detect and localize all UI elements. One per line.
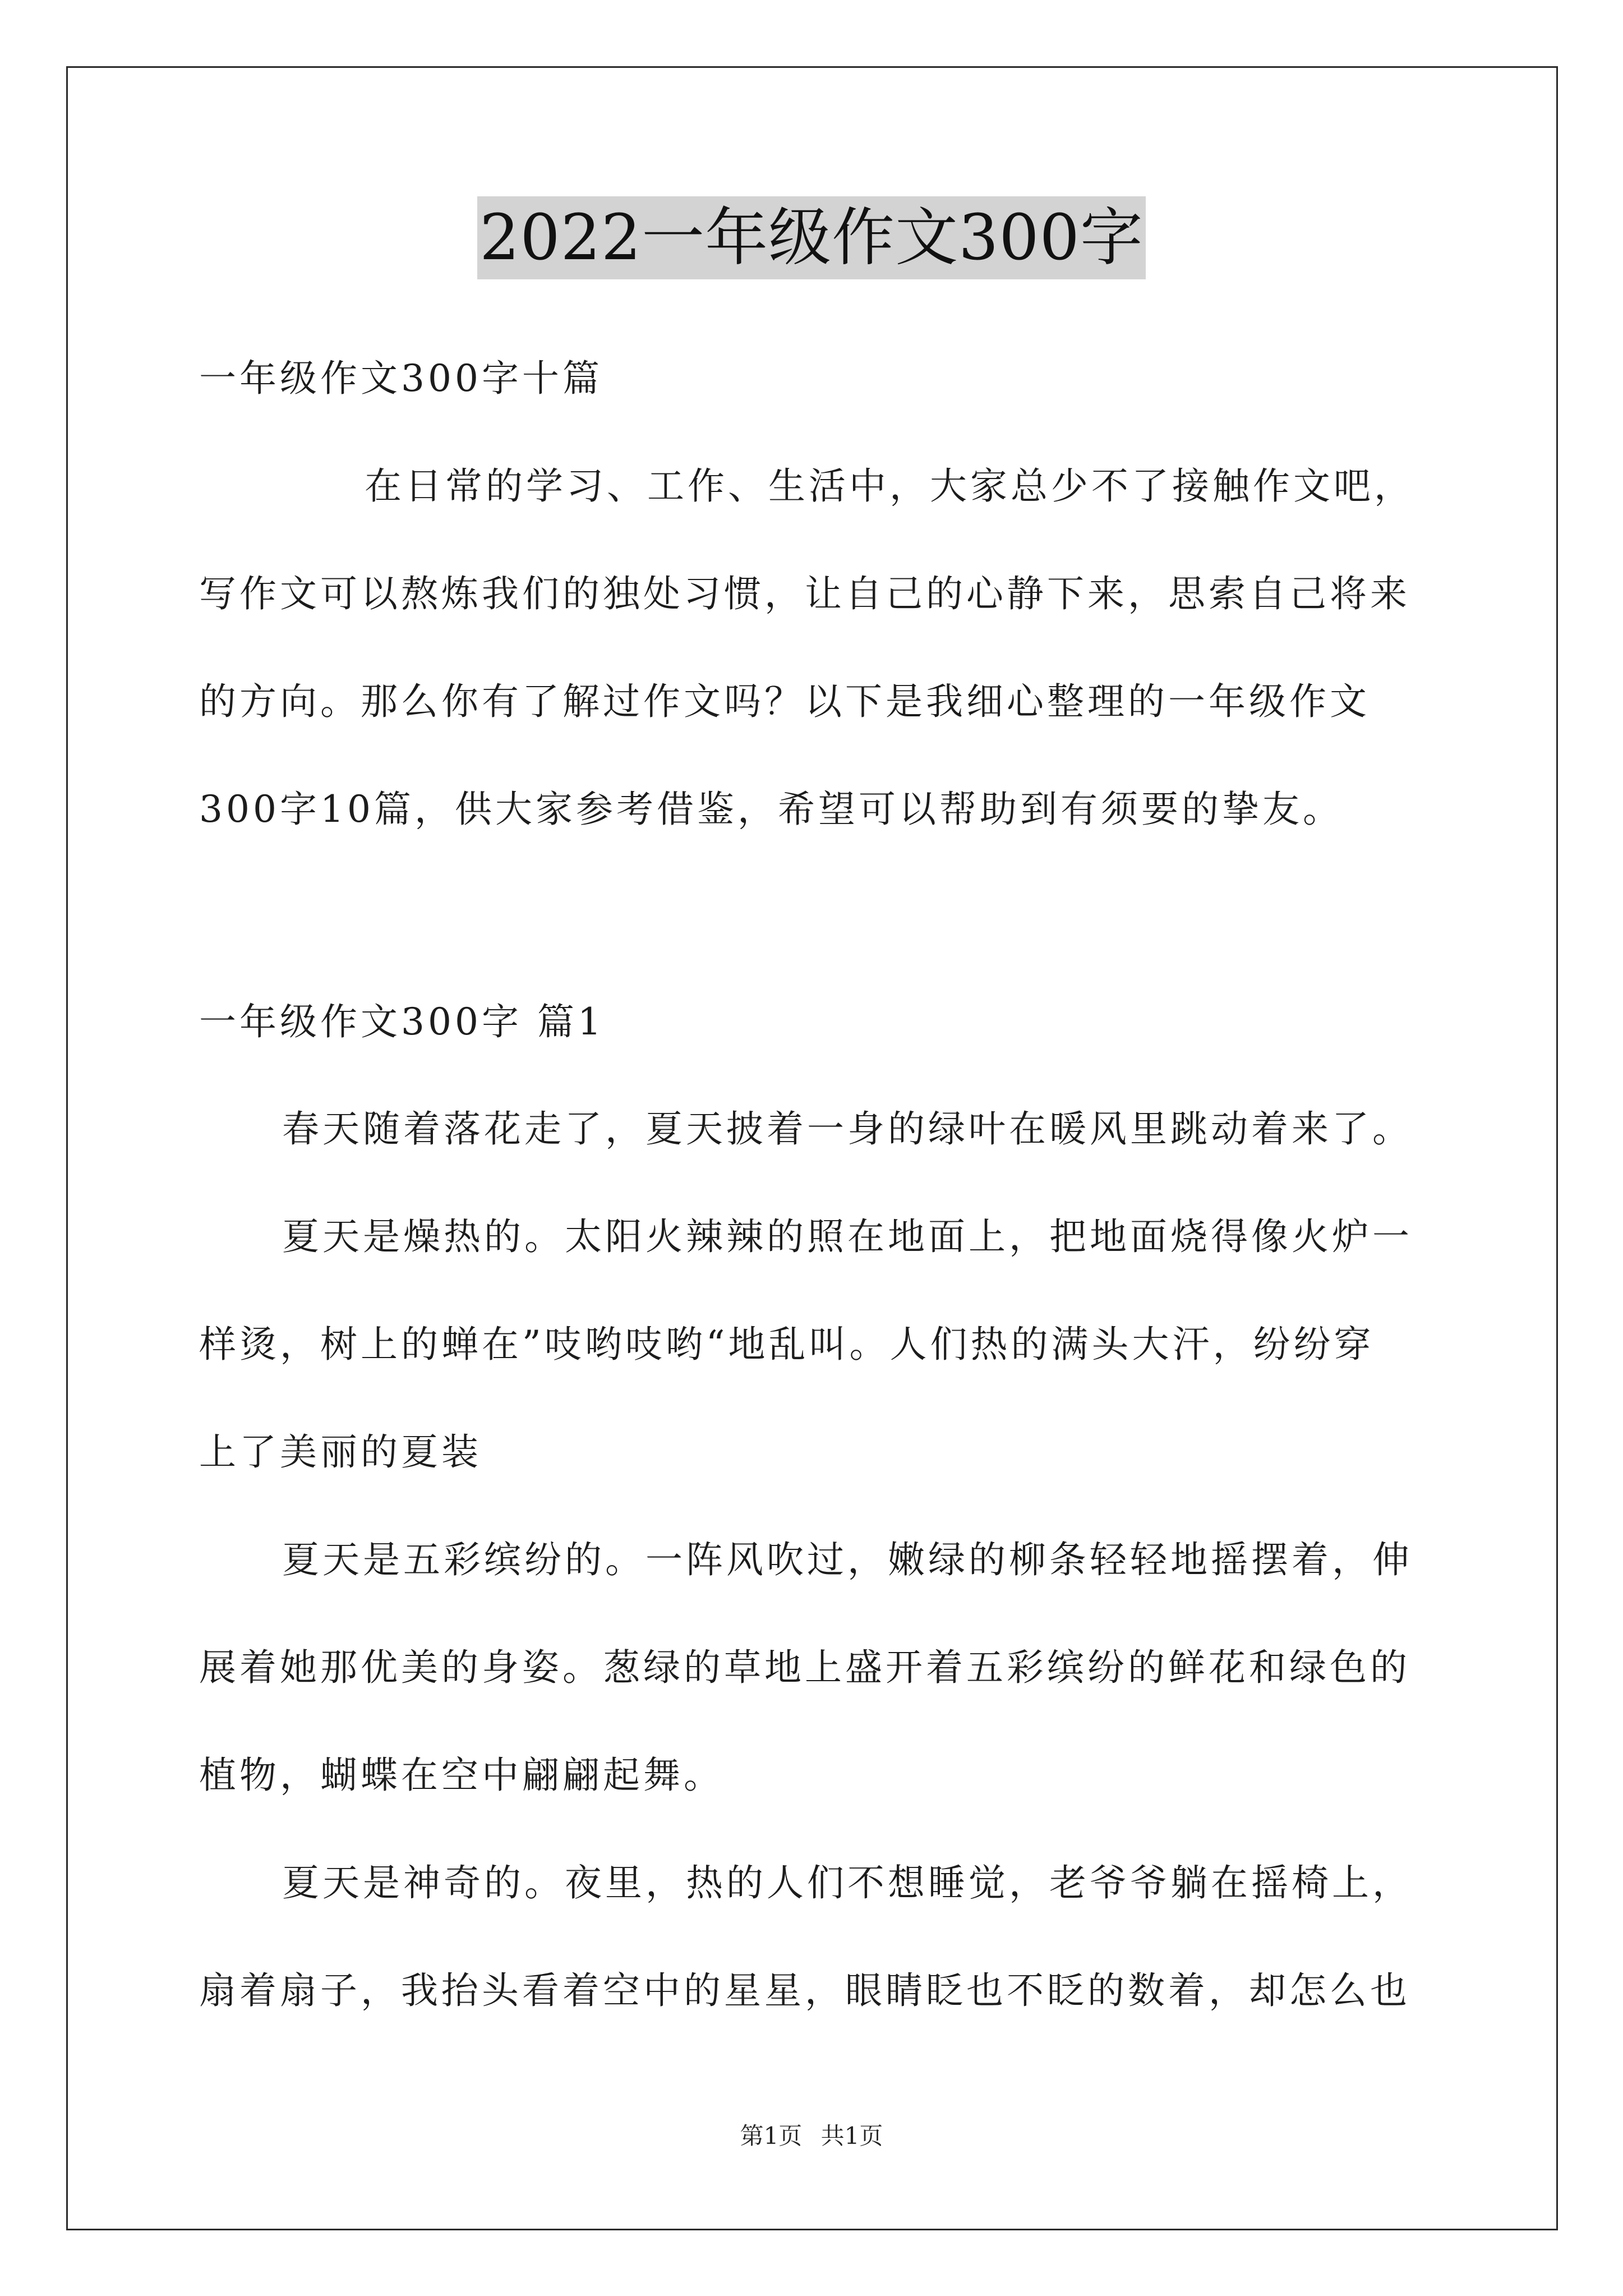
body-line: 上了美丽的夏装 [199,1430,482,1474]
title-container [0,196,1623,279]
intro-line: 的方向。那么你有了解过作文吗？以下是我细心整理的一年级作文 [199,680,1370,723]
section-heading: 一年级作文300字 篇1 [199,1000,605,1043]
body-line: 夏天是燥热的。太阳火辣辣的照在地面上，把地面烧得像火炉一 [282,1215,1413,1258]
body-line: 夏天是五彩缤纷的。一阵风吹过，嫩绿的柳条轻轻地摇摆着，伸 [282,1538,1413,1581]
page-title: 2022一年级作文300字 [477,196,1146,279]
intro-line: 写作文可以熬炼我们的独处习惯，让自己的心静下来，思索自己将来 [199,572,1410,615]
page-number: 第1页 [740,2122,803,2150]
page-footer [0,2119,1623,2153]
body-line: 春天随着落花走了，夏天披着一身的绿叶在暖风里跳动着来了。 [282,1107,1413,1151]
intro-line: 300字10篇，供大家参考借鉴，希望可以帮助到有须要的挚友。 [199,788,1343,831]
intro-line: 在日常的学习、工作、生活中，大家总少不了接触作文吧， [365,464,1414,508]
body-line: 样烫，树上的蝉在”吱哟吱哟“地乱叫。人们热的满头大汗，纷纷穿 [199,1323,1375,1366]
page-total: 共1页 [820,2122,883,2150]
body-line: 扇着扇子，我抬头看着空中的星星，眼睛眨也不眨的数着，却怎么也 [199,1969,1410,2012]
body-line: 植物，蝴蝶在空中翩翩起舞。 [199,1754,724,1797]
subtitle: 一年级作文300字十篇 [199,357,603,400]
body-line: 展着她那优美的身姿。葱绿的草地上盛开着五彩缤纷的鲜花和绿色的 [199,1646,1410,1689]
body-line: 夏天是神奇的。夜里，热的人们不想睡觉，老爷爷躺在摇椅上， [282,1861,1413,1904]
